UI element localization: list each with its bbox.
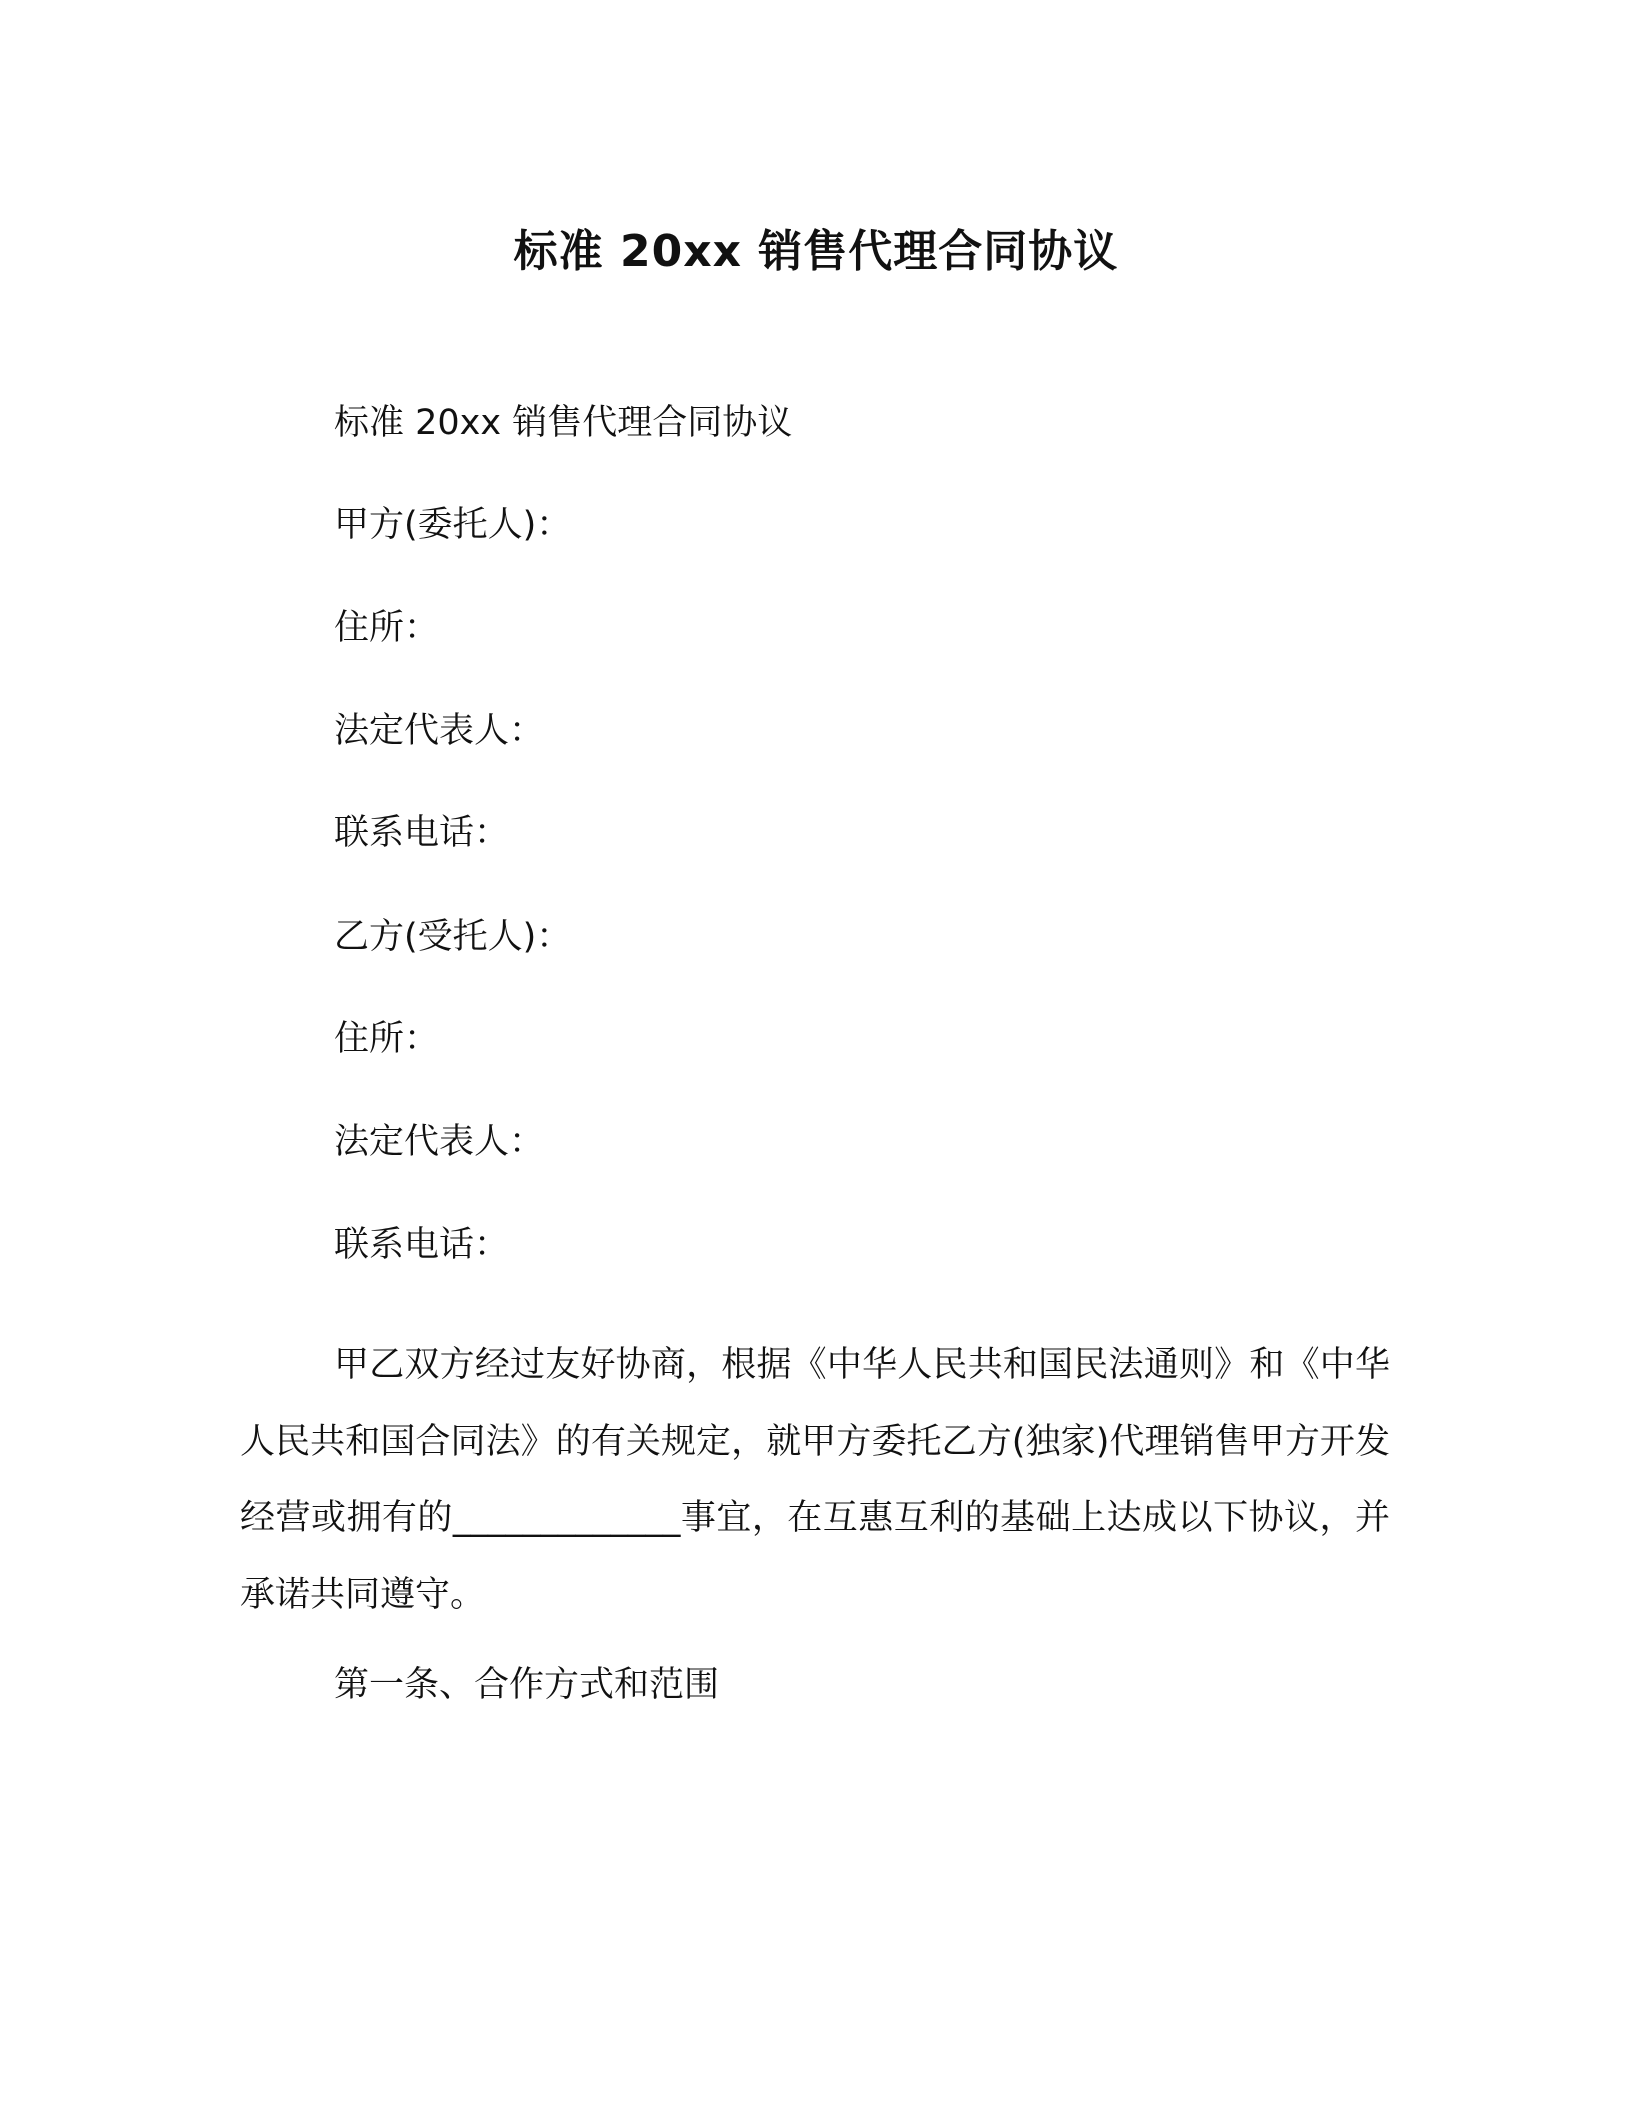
subtitle-line: 标准 20xx 销售代理合同协议	[334, 403, 793, 443]
party-a-label: 甲方(委托人)：	[334, 505, 572, 545]
party-b-label: 乙方(受托人)：	[334, 917, 572, 957]
party-a-address-label: 住所：	[334, 608, 440, 648]
party-b-address-label: 住所：	[334, 1019, 440, 1059]
intro-paragraph: 甲乙双方经过友好协商，根据《中华人民共和国民法通则》和《中华人民共和国合同法》的有关规定，就甲方委托乙方(独家)代理销售甲方开发经营或拥有的_____________事宜，在互惠互利的基础上达成以下协议，并承诺共同遵守。	[240, 1345, 1390, 1615]
section-heading: 第一条、合作方式和范围	[334, 1665, 720, 1705]
party-a-legal-rep-label: 法定代表人：	[334, 711, 545, 751]
party-b-legal-rep-label: 法定代表人：	[334, 1122, 545, 1162]
document-title: 标准 20xx 销售代理合同协议	[513, 226, 1119, 277]
party-a-phone-label: 联系电话：	[334, 813, 510, 853]
party-b-phone-label: 联系电话：	[334, 1225, 510, 1265]
